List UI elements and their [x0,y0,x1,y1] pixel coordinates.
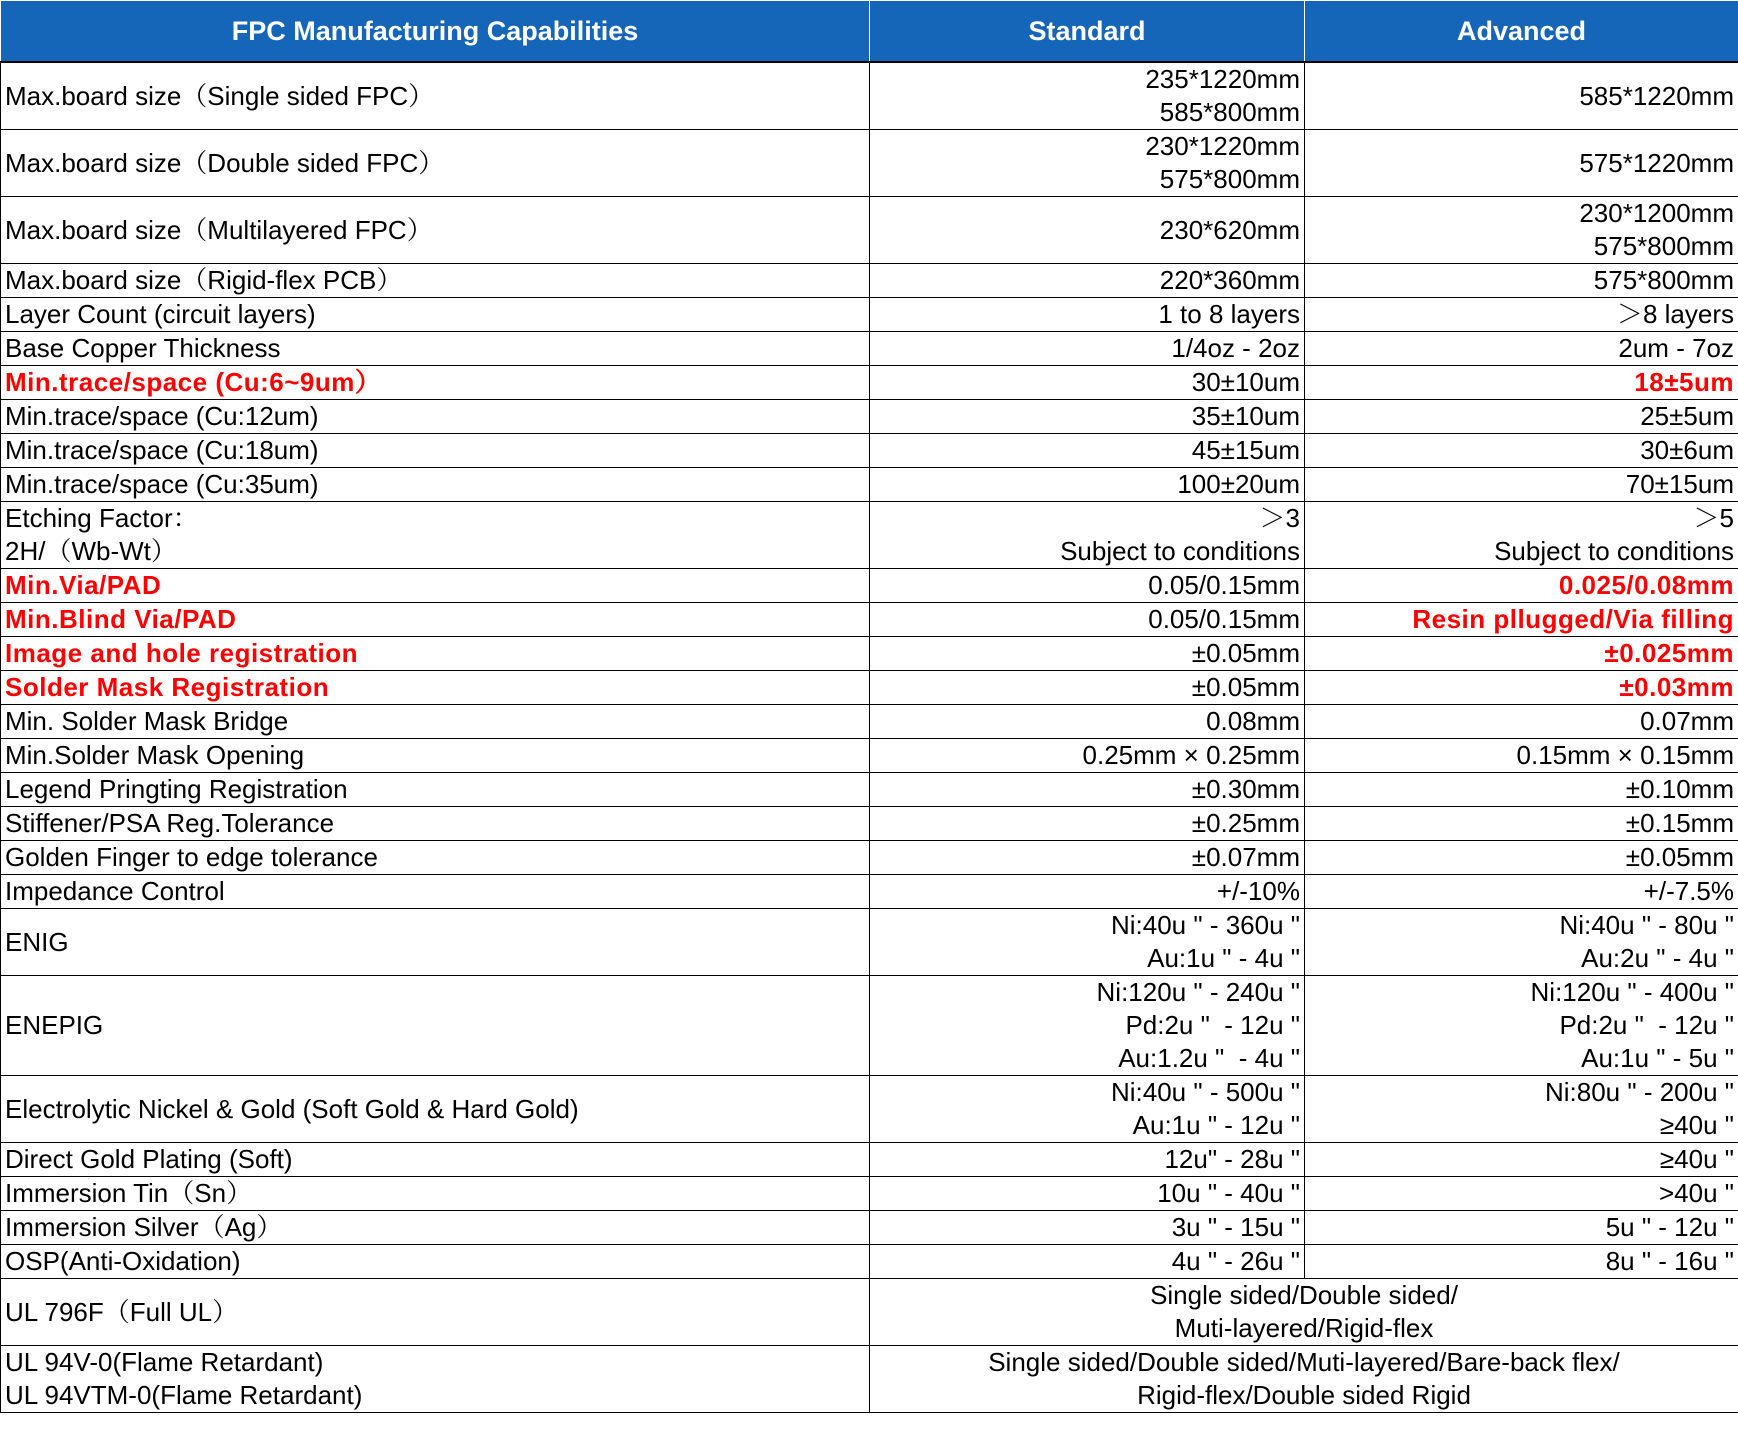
table-row [1,569,1738,603]
header-standard: Standard [870,1,1305,63]
row-label [1,976,870,1076]
standard-value [870,62,1305,130]
row-label [1,875,870,909]
standard-value-line: 1 to 8 layers [1158,299,1300,329]
standard-value-line: Subject to conditions [1060,536,1300,566]
standard-value-line: 230*1220mm [1145,131,1300,161]
standard-value-line: Ni:40u " - 360u " [1110,910,1300,940]
row-label [1,569,870,603]
advanced-value-line: 0.15mm × 0.15mm [1516,740,1734,770]
advanced-value-line: ＞5 [1693,503,1734,533]
row-label [1,1177,870,1211]
standard-value [870,1245,1305,1279]
standard-value [870,298,1305,332]
row-label-line: Min. Solder Mask Bridge [5,706,289,736]
row-label [1,671,870,705]
row-label [1,773,870,807]
row-label-line: OSP(Anti-Oxidation) [5,1246,241,1276]
advanced-value [1305,197,1738,264]
advanced-value [1305,773,1738,807]
row-label-line: Max.board size（Double sided FPC） [5,147,445,178]
advanced-value [1305,637,1738,671]
header-advanced: Advanced [1305,1,1738,63]
row-label [1,1279,870,1346]
row-label-line: Etching Factor： [5,503,199,533]
row-label-line: Immersion Tin（Sn） [5,1178,253,1208]
advanced-value-line: ±0.10mm [1625,774,1734,804]
advanced-value-line: ±0.05mm [1625,842,1734,872]
table-row [1,1245,1738,1279]
standard-value-line: Au:1u " - 12u " [1132,1110,1300,1140]
standard-value-line: 230*620mm [1159,214,1300,245]
row-label-line: Min.Via/PAD [5,570,162,600]
advanced-value-line: ≥40u " [1659,1110,1734,1140]
row-label [1,1076,870,1143]
standard-value-line: 30±10um [1191,367,1300,397]
row-label-line: 2H/（Wb-Wt） [5,536,177,566]
standard-value-line: ±0.30mm [1191,774,1300,804]
advanced-value-line: ±0.025mm [1604,638,1734,668]
standard-value-line: 0.08mm [1206,706,1300,736]
table-row [1,773,1738,807]
row-label [1,705,870,739]
advanced-value [1305,1211,1738,1245]
advanced-value-line: 575*800mm [1593,265,1734,295]
standard-value [870,1177,1305,1211]
advanced-value-line: Ni:40u " - 80u " [1559,910,1734,940]
standard-value [870,1143,1305,1177]
standard-value-line: 220*360mm [1159,265,1300,295]
standard-value [870,976,1305,1076]
table-row [1,62,1738,130]
standard-value [870,332,1305,366]
advanced-value-line: 5u " - 12u " [1605,1212,1734,1242]
standard-value-line: ＞3 [1259,503,1300,533]
advanced-value-line: >40u " [1658,1178,1734,1208]
table-row [1,366,1738,400]
standard-value [870,197,1305,264]
row-label [1,264,870,298]
advanced-value [1305,569,1738,603]
standard-value-line: ±0.25mm [1191,808,1300,838]
table-row [1,1346,1738,1413]
row-label [1,1346,870,1413]
advanced-value-line: ±0.03mm [1619,672,1734,702]
standard-value-line: Au:1u " - 4u " [1147,943,1300,973]
advanced-value [1305,400,1738,434]
advanced-value [1305,62,1738,130]
table-row [1,1177,1738,1211]
row-label-line: Immersion Silver（Ag） [5,1212,283,1242]
standard-value-line: 10u " - 40u " [1157,1178,1300,1208]
row-label [1,502,870,569]
merged-value-line: Muti-layered/Rigid-flex [1174,1313,1434,1343]
advanced-value [1305,1245,1738,1279]
standard-value [870,909,1305,976]
row-label-line: Max.board size（Single sided FPC） [5,80,435,111]
table-row [1,603,1738,637]
row-label-line: Stiffener/PSA Reg.Tolerance [5,808,335,838]
row-label [1,62,870,130]
row-label-line: Direct Gold Plating (Soft) [5,1144,293,1174]
row-label [1,1245,870,1279]
standard-value [870,264,1305,298]
merged-value [870,1346,1738,1413]
row-label-line: Solder Mask Registration [5,672,330,702]
merged-value-line: Single sided/Double sided/ [1150,1280,1458,1310]
row-label [1,468,870,502]
table-row [1,332,1738,366]
row-label [1,434,870,468]
row-label [1,1143,870,1177]
standard-value [870,671,1305,705]
advanced-value [1305,332,1738,366]
row-label-line: Legend Pringting Registration [5,774,348,804]
row-label-line: Base Copper Thickness [5,333,281,363]
standard-value-line: 0.05/0.15mm [1148,604,1300,634]
standard-value-line: 4u " - 26u " [1171,1246,1300,1276]
advanced-value [1305,671,1738,705]
advanced-value-line: 8u " - 16u " [1605,1246,1734,1276]
table-row [1,400,1738,434]
standard-value-line: 12u" - 28u " [1164,1144,1300,1174]
standard-value [870,603,1305,637]
standard-value [870,1076,1305,1143]
advanced-value [1305,1076,1738,1143]
advanced-value-line: Au:1u " - 5u " [1581,1043,1734,1073]
advanced-value [1305,909,1738,976]
row-label-line: Min.trace/space (Cu:18um) [5,435,319,465]
advanced-value-line: 18±5um [1634,367,1734,397]
standard-value [870,400,1305,434]
advanced-value-line: +/-7.5% [1643,876,1734,906]
advanced-value-line: 2um - 7oz [1618,333,1734,363]
row-label-line: UL 94VTM-0(Flame Retardant) [5,1380,363,1410]
standard-value-line: 585*800mm [1159,97,1300,127]
advanced-value-line: 575*800mm [1593,231,1734,261]
advanced-value [1305,366,1738,400]
standard-value [870,875,1305,909]
advanced-value-line: 585*1220mm [1579,80,1734,111]
table-body [1,62,1738,1413]
table-row [1,502,1738,569]
advanced-value-line: Resin pllugged/Via filling [1412,604,1734,634]
advanced-value [1305,468,1738,502]
table-row [1,434,1738,468]
standard-value-line: +/-10% [1216,876,1300,906]
row-label-line: UL 94V-0(Flame Retardant) [5,1347,324,1377]
row-label [1,197,870,264]
table-row [1,909,1738,976]
advanced-value [1305,739,1738,773]
row-label [1,637,870,671]
standard-value-line: 1/4oz - 2oz [1171,333,1300,363]
table-row [1,298,1738,332]
advanced-value [1305,1143,1738,1177]
table-header-row [1,1,1738,63]
standard-value [870,569,1305,603]
row-label-line: Layer Count (circuit layers) [5,299,316,329]
standard-value-line: Ni:120u " - 240u " [1096,977,1300,1007]
row-label [1,841,870,875]
advanced-value-line: Pd:2u " - 12u " [1559,1010,1734,1040]
row-label-line: Golden Finger to edge tolerance [5,842,378,872]
standard-value-line: ±0.05mm [1191,638,1300,668]
table-row [1,264,1738,298]
standard-value [870,705,1305,739]
advanced-value [1305,705,1738,739]
table-row [1,976,1738,1076]
advanced-value-line: Au:2u " - 4u " [1581,943,1734,973]
advanced-value-line: Ni:120u " - 400u " [1530,977,1734,1007]
row-label-line: Max.board size（Rigid-flex PCB） [5,265,403,295]
advanced-value-line: 575*1220mm [1579,147,1734,178]
advanced-value-line: ±0.15mm [1625,808,1734,838]
standard-value-line: Pd:2u " - 12u " [1125,1010,1300,1040]
advanced-value-line: ≥40u " [1659,1144,1734,1174]
table-row [1,1279,1738,1346]
advanced-value [1305,603,1738,637]
advanced-value-line: Ni:80u " - 200u " [1544,1077,1734,1107]
table-row [1,1076,1738,1143]
table-row [1,130,1738,197]
header-capabilities: FPC Manufacturing Capabilities [1,1,870,63]
merged-value [870,1279,1738,1346]
table-row [1,705,1738,739]
table-row [1,739,1738,773]
table-row [1,841,1738,875]
advanced-value [1305,434,1738,468]
table-row [1,807,1738,841]
table-row [1,468,1738,502]
standard-value [870,468,1305,502]
row-label-line: Electrolytic Nickel & Gold (Soft Gold & Hard Gold) [5,1093,579,1124]
advanced-value [1305,976,1738,1076]
row-label [1,332,870,366]
table-row [1,637,1738,671]
row-label-line: Min.trace/space (Cu:12um) [5,401,319,431]
advanced-value [1305,841,1738,875]
table-row [1,1143,1738,1177]
advanced-value [1305,264,1738,298]
standard-value [870,366,1305,400]
row-label-line: Min.trace/space (Cu:6~9um） [5,367,382,397]
standard-value [870,841,1305,875]
advanced-value-line: ＞8 layers [1616,299,1734,329]
row-label [1,807,870,841]
advanced-value-line: 0.07mm [1640,706,1734,736]
standard-value-line: Au:1.2u " - 4u " [1118,1043,1300,1073]
row-label-line: ENEPIG [5,1010,104,1040]
table-row [1,1211,1738,1245]
advanced-value [1305,807,1738,841]
row-label [1,603,870,637]
advanced-value-line: Subject to conditions [1494,536,1734,566]
row-label-line: UL 796F（Full UL） [5,1296,239,1327]
advanced-value-line: 70±15um [1625,469,1734,499]
table-row [1,671,1738,705]
row-label [1,909,870,976]
table-row [1,875,1738,909]
row-label [1,298,870,332]
advanced-value [1305,875,1738,909]
row-label [1,130,870,197]
row-label [1,366,870,400]
row-label [1,400,870,434]
standard-value [870,434,1305,468]
standard-value-line: 35±10um [1191,401,1300,431]
row-label-line: Image and hole registration [5,638,359,668]
standard-value [870,1211,1305,1245]
standard-value [870,637,1305,671]
advanced-value [1305,502,1738,569]
advanced-value-line: 30±6um [1640,435,1734,465]
standard-value-line: 0.25mm × 0.25mm [1082,740,1300,770]
standard-value-line: 3u " - 15u " [1171,1212,1300,1242]
standard-value [870,773,1305,807]
advanced-value-line: 25±5um [1640,401,1734,431]
row-label-line: ENIG [5,926,69,957]
standard-value-line: 575*800mm [1159,164,1300,194]
advanced-value-line: 0.025/0.08mm [1558,570,1734,600]
advanced-value [1305,1177,1738,1211]
advanced-value [1305,130,1738,197]
standard-value-line: ±0.07mm [1191,842,1300,872]
table-row [1,197,1738,264]
standard-value [870,130,1305,197]
standard-value [870,739,1305,773]
advanced-value [1305,298,1738,332]
standard-value-line: 235*1220mm [1145,64,1300,94]
standard-value-line: ±0.05mm [1191,672,1300,702]
row-label-line: Impedance Control [5,876,225,906]
standard-value-line: 100±20um [1177,469,1300,499]
row-label-line: Min.Solder Mask Opening [5,740,305,770]
row-label [1,1211,870,1245]
row-label-line: Min.Blind Via/PAD [5,604,237,634]
merged-value-line: Single sided/Double sided/Muti-layered/Bare-back flex/ [988,1347,1620,1377]
row-label-line: Max.board size（Multilayered FPC） [5,214,433,245]
standard-value-line: 45±15um [1191,435,1300,465]
standard-value-line: Ni:40u " - 500u " [1110,1077,1300,1107]
standard-value [870,502,1305,569]
row-label [1,739,870,773]
merged-value-line: Rigid-flex/Double sided Rigid [1137,1380,1471,1410]
standard-value [870,807,1305,841]
row-label-line: Min.trace/space (Cu:35um) [5,469,319,499]
standard-value-line: 0.05/0.15mm [1148,570,1300,600]
advanced-value-line: 230*1200mm [1579,198,1734,228]
